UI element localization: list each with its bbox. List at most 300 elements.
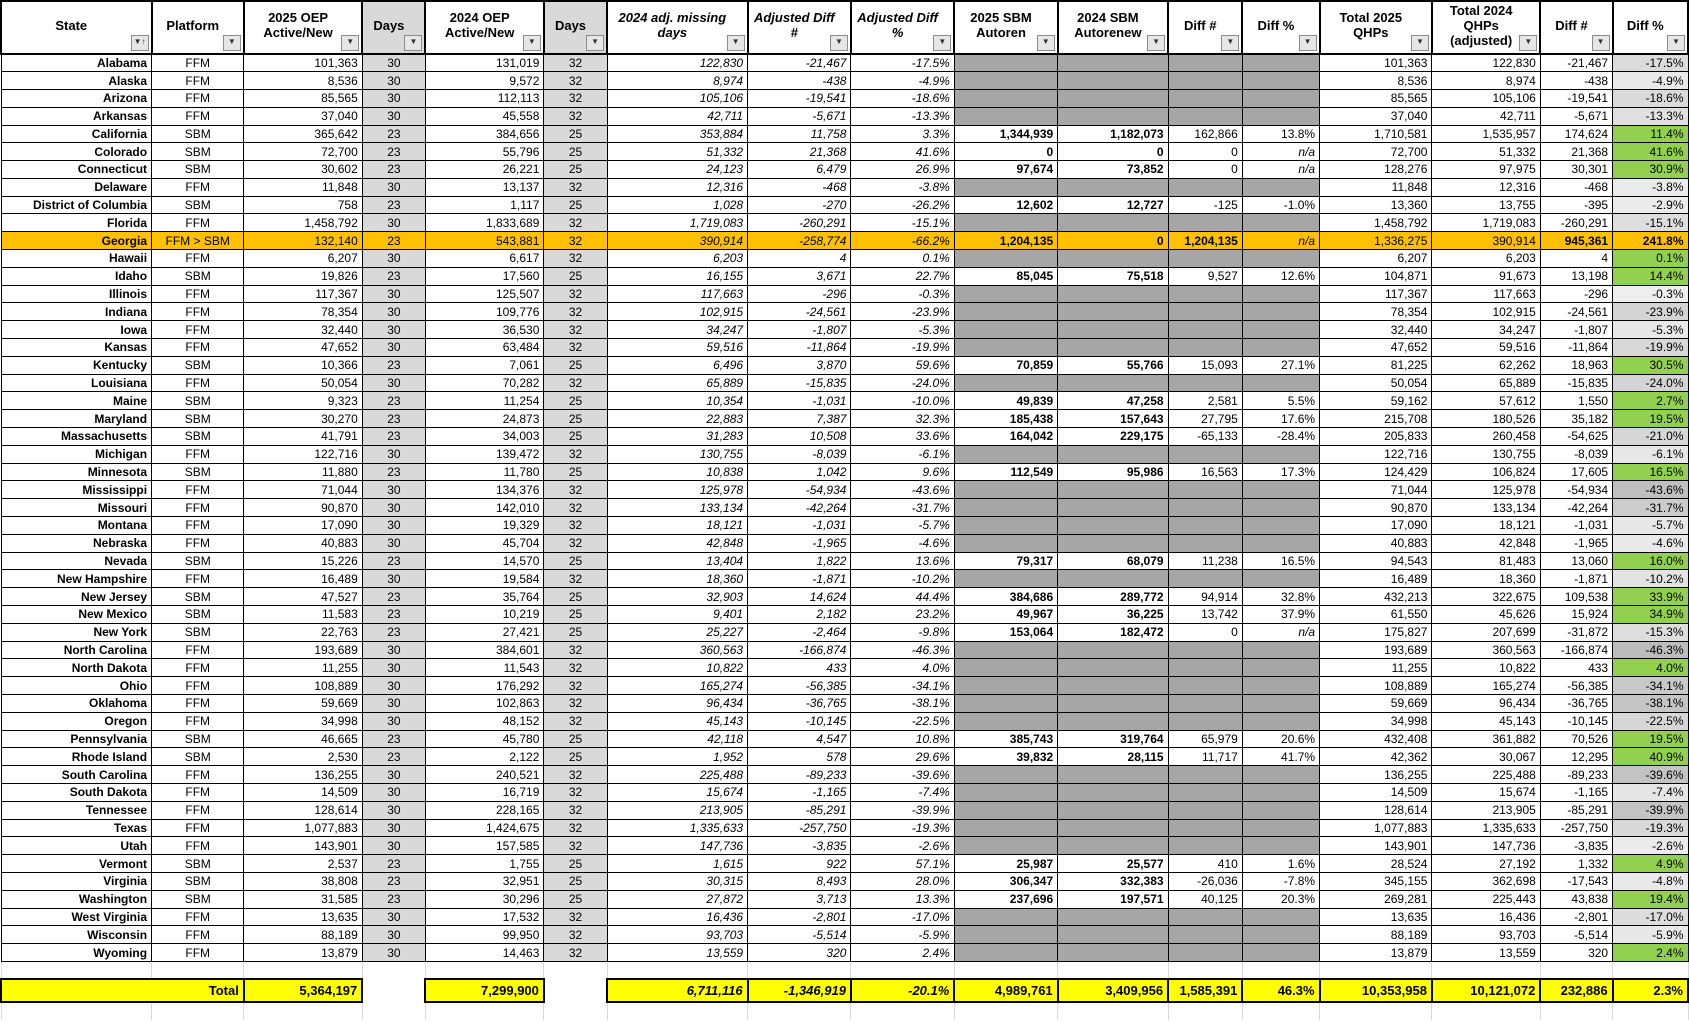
cell-adiff[interactable]: 3,870	[748, 356, 851, 374]
cell-s24[interactable]	[1058, 54, 1168, 72]
cell-d25[interactable]: 23	[362, 161, 425, 179]
cell-state[interactable]: Minnesota	[1, 463, 152, 481]
cell-d25[interactable]: 23	[362, 890, 425, 908]
header-s25[interactable]	[954, 1, 1057, 54]
cell-d24[interactable]: 32	[544, 837, 607, 855]
cell-platform[interactable]: FFM	[152, 801, 244, 819]
cell-t25[interactable]: 122,716	[1320, 445, 1432, 463]
cell-state[interactable]: Indiana	[1, 303, 152, 321]
cell-t25[interactable]: 59,162	[1320, 392, 1432, 410]
cell-oep25[interactable]: 46,665	[244, 730, 362, 748]
cell-d25[interactable]: 23	[362, 748, 425, 766]
cell-adj[interactable]: 133,134	[607, 499, 747, 517]
cell-s25[interactable]: 85,045	[954, 267, 1057, 285]
total-label[interactable]: Total	[1, 979, 244, 1002]
cell-d25[interactable]: 30	[362, 54, 425, 72]
cell-adj[interactable]: 27,872	[607, 890, 747, 908]
cell-tdiff[interactable]: -11,864	[1540, 339, 1612, 357]
filter-icon[interactable]: ▼	[223, 35, 241, 51]
cell-adj[interactable]: 16,155	[607, 267, 747, 285]
cell-adiff[interactable]: -1,871	[748, 570, 851, 588]
cell-s24[interactable]	[1058, 819, 1168, 837]
filter-icon[interactable]: ▼	[523, 35, 541, 51]
cell-adj[interactable]: 31,283	[607, 428, 747, 446]
cell-t25[interactable]: 1,458,792	[1320, 214, 1432, 232]
cell-t24[interactable]: 102,915	[1432, 303, 1540, 321]
cell-t25[interactable]: 32,440	[1320, 321, 1432, 339]
cell-adiff[interactable]: 4	[748, 250, 851, 268]
cell-adpct[interactable]: 41.6%	[851, 143, 954, 161]
cell-platform[interactable]: SBM	[152, 890, 244, 908]
cell-sdpct[interactable]: 17.6%	[1242, 410, 1319, 428]
cell-t24[interactable]: 10,822	[1432, 659, 1540, 677]
cell-adiff[interactable]: -1,031	[748, 392, 851, 410]
cell-tdiff[interactable]: 13,060	[1540, 552, 1612, 570]
cell-oep24[interactable]: 228,165	[425, 801, 543, 819]
cell-adj[interactable]: 6,203	[607, 250, 747, 268]
cell-t24[interactable]: 122,830	[1432, 54, 1540, 72]
cell-tdpct[interactable]: -4.8%	[1613, 872, 1688, 890]
cell-tdiff[interactable]: 43,838	[1540, 890, 1612, 908]
cell-s24[interactable]: 1,182,073	[1058, 125, 1168, 143]
cell-s25[interactable]: 70,859	[954, 356, 1057, 374]
cell-sdiff[interactable]: 0	[1168, 143, 1242, 161]
cell-sdiff[interactable]	[1168, 285, 1242, 303]
header-oep25[interactable]	[244, 1, 362, 54]
cell-adiff[interactable]: 3,713	[748, 890, 851, 908]
cell-adiff[interactable]: -21,467	[748, 54, 851, 72]
cell-s24[interactable]: 28,115	[1058, 748, 1168, 766]
cell-platform[interactable]: FFM	[152, 641, 244, 659]
cell-t24[interactable]: 180,526	[1432, 410, 1540, 428]
cell-sdpct[interactable]	[1242, 54, 1319, 72]
cell-s25[interactable]	[954, 926, 1057, 944]
cell-oep24[interactable]: 11,543	[425, 659, 543, 677]
cell-s24[interactable]	[1058, 321, 1168, 339]
filter-icon[interactable]: ▼	[1221, 35, 1239, 51]
cell-platform[interactable]: SBM	[152, 855, 244, 873]
cell-sdiff[interactable]	[1168, 499, 1242, 517]
total-cell-sdpct[interactable]: 46.3%	[1242, 979, 1319, 1002]
cell-adj[interactable]: 117,663	[607, 285, 747, 303]
cell-adiff[interactable]: 1,822	[748, 552, 851, 570]
cell-adiff[interactable]: -3,835	[748, 837, 851, 855]
cell-sdiff[interactable]	[1168, 107, 1242, 125]
cell-tdpct[interactable]: -43.6%	[1613, 481, 1688, 499]
filter-icon[interactable]: ▼	[727, 35, 745, 51]
cell-oep25[interactable]: 15,226	[244, 552, 362, 570]
cell-t25[interactable]: 78,354	[1320, 303, 1432, 321]
cell-d25[interactable]: 23	[362, 606, 425, 624]
cell-t24[interactable]: 96,434	[1432, 695, 1540, 713]
cell-s24[interactable]	[1058, 783, 1168, 801]
filter-icon[interactable]: ▼	[1519, 35, 1537, 51]
cell-state[interactable]: Arkansas	[1, 107, 152, 125]
cell-state[interactable]: Rhode Island	[1, 748, 152, 766]
cell-d24[interactable]: 32	[544, 534, 607, 552]
cell-platform[interactable]: SBM	[152, 588, 244, 606]
cell-t24[interactable]: 390,914	[1432, 232, 1540, 250]
cell-t24[interactable]: 91,673	[1432, 267, 1540, 285]
cell-oep24[interactable]: 142,010	[425, 499, 543, 517]
cell-tdpct[interactable]: -38.1%	[1613, 695, 1688, 713]
cell-t24[interactable]: 225,443	[1432, 890, 1540, 908]
cell-d24[interactable]: 32	[544, 712, 607, 730]
cell-platform[interactable]: FFM	[152, 499, 244, 517]
cell-oep24[interactable]: 102,863	[425, 695, 543, 713]
cell-oep24[interactable]: 14,570	[425, 552, 543, 570]
cell-d25[interactable]: 30	[362, 89, 425, 107]
cell-adiff[interactable]: 433	[748, 659, 851, 677]
cell-sdpct[interactable]: 12.6%	[1242, 267, 1319, 285]
cell-s24[interactable]	[1058, 178, 1168, 196]
header-t24[interactable]	[1432, 1, 1540, 54]
cell-adpct[interactable]: -26.2%	[851, 196, 954, 214]
cell-adpct[interactable]: -13.3%	[851, 107, 954, 125]
cell-adj[interactable]: 25,227	[607, 623, 747, 641]
cell-sdiff[interactable]: 410	[1168, 855, 1242, 873]
cell-t25[interactable]: 11,848	[1320, 178, 1432, 196]
cell-adiff[interactable]: 578	[748, 748, 851, 766]
cell-oep25[interactable]: 47,527	[244, 588, 362, 606]
cell-d24[interactable]: 25	[544, 356, 607, 374]
cell-d24[interactable]: 32	[544, 89, 607, 107]
cell-t25[interactable]: 72,700	[1320, 143, 1432, 161]
total-cell-t24[interactable]: 10,121,072	[1432, 979, 1540, 1002]
cell-platform[interactable]: FFM	[152, 908, 244, 926]
cell-sdiff[interactable]	[1168, 303, 1242, 321]
cell-oep24[interactable]: 1,117	[425, 196, 543, 214]
cell-t25[interactable]: 1,336,275	[1320, 232, 1432, 250]
cell-adj[interactable]: 1,615	[607, 855, 747, 873]
cell-tdiff[interactable]: 21,368	[1540, 143, 1612, 161]
cell-s25[interactable]: 12,602	[954, 196, 1057, 214]
cell-tdiff[interactable]: 30,301	[1540, 161, 1612, 179]
cell-t25[interactable]: 128,614	[1320, 801, 1432, 819]
cell-d25[interactable]: 23	[362, 552, 425, 570]
cell-d24[interactable]: 32	[544, 285, 607, 303]
cell-s25[interactable]: 112,549	[954, 463, 1057, 481]
cell-sdiff[interactable]	[1168, 250, 1242, 268]
cell-d24[interactable]: 32	[544, 499, 607, 517]
cell-d25[interactable]: 30	[362, 499, 425, 517]
cell-s25[interactable]	[954, 250, 1057, 268]
cell-tdiff[interactable]: -438	[1540, 72, 1612, 90]
cell-state[interactable]: Colorado	[1, 143, 152, 161]
cell-oep25[interactable]: 117,367	[244, 285, 362, 303]
cell-adiff[interactable]: -15,835	[748, 374, 851, 392]
cell-sdiff[interactable]: 11,238	[1168, 552, 1242, 570]
cell-sdiff[interactable]	[1168, 908, 1242, 926]
cell-oep25[interactable]: 38,808	[244, 872, 362, 890]
cell-oep24[interactable]: 131,019	[425, 54, 543, 72]
cell-sdpct[interactable]	[1242, 783, 1319, 801]
cell-tdpct[interactable]: 241.8%	[1613, 232, 1688, 250]
cell-tdpct[interactable]: -3.8%	[1613, 178, 1688, 196]
cell-s25[interactable]	[954, 214, 1057, 232]
header-s24[interactable]	[1058, 1, 1168, 54]
cell-oep25[interactable]: 59,669	[244, 695, 362, 713]
cell-tdpct[interactable]: 40.9%	[1613, 748, 1688, 766]
cell-d24[interactable]: 32	[544, 54, 607, 72]
cell-sdpct[interactable]	[1242, 374, 1319, 392]
cell-sdiff[interactable]	[1168, 534, 1242, 552]
cell-s24[interactable]: 332,383	[1058, 872, 1168, 890]
cell-state[interactable]: South Dakota	[1, 783, 152, 801]
cell-t25[interactable]: 59,669	[1320, 695, 1432, 713]
cell-d25[interactable]: 30	[362, 445, 425, 463]
cell-t25[interactable]: 6,207	[1320, 250, 1432, 268]
header-t25[interactable]	[1320, 1, 1432, 54]
cell-s25[interactable]: 185,438	[954, 410, 1057, 428]
cell-state[interactable]: Wyoming	[1, 944, 152, 962]
cell-adpct[interactable]: 9.6%	[851, 463, 954, 481]
cell-t24[interactable]: 105,106	[1432, 89, 1540, 107]
cell-sdiff[interactable]: 15,093	[1168, 356, 1242, 374]
cell-tdiff[interactable]: -468	[1540, 178, 1612, 196]
cell-sdpct[interactable]: 37.9%	[1242, 606, 1319, 624]
cell-platform[interactable]: SBM	[152, 623, 244, 641]
cell-d24[interactable]: 32	[544, 944, 607, 962]
cell-state[interactable]: Ohio	[1, 677, 152, 695]
cell-adj[interactable]: 360,563	[607, 641, 747, 659]
total-cell-oep24[interactable]: 7,299,900	[425, 979, 543, 1002]
filter-icon[interactable]: ▼	[341, 35, 359, 51]
cell-tdiff[interactable]: -89,233	[1540, 766, 1612, 784]
cell-d25[interactable]: 23	[362, 143, 425, 161]
cell-adpct[interactable]: 22.7%	[851, 267, 954, 285]
cell-d24[interactable]: 25	[544, 410, 607, 428]
cell-t24[interactable]: 45,626	[1432, 606, 1540, 624]
cell-state[interactable]: North Dakota	[1, 659, 152, 677]
cell-adiff[interactable]: -89,233	[748, 766, 851, 784]
cell-tdpct[interactable]: -7.4%	[1613, 783, 1688, 801]
cell-adj[interactable]: 390,914	[607, 232, 747, 250]
cell-sdiff[interactable]: -65,133	[1168, 428, 1242, 446]
cell-sdpct[interactable]: n/a	[1242, 232, 1319, 250]
cell-platform[interactable]: FFM	[152, 214, 244, 232]
cell-adpct[interactable]: 3.3%	[851, 125, 954, 143]
cell-t24[interactable]: 13,755	[1432, 196, 1540, 214]
cell-d24[interactable]: 32	[544, 445, 607, 463]
cell-sdpct[interactable]	[1242, 89, 1319, 107]
cell-platform[interactable]: SBM	[152, 428, 244, 446]
cell-t25[interactable]: 85,565	[1320, 89, 1432, 107]
cell-adpct[interactable]: 23.2%	[851, 606, 954, 624]
cell-oep25[interactable]: 1,077,883	[244, 819, 362, 837]
cell-oep25[interactable]: 32,440	[244, 321, 362, 339]
cell-adpct[interactable]: -19.3%	[851, 819, 954, 837]
cell-state[interactable]: Montana	[1, 517, 152, 535]
cell-oep25[interactable]: 17,090	[244, 517, 362, 535]
cell-oep25[interactable]: 78,354	[244, 303, 362, 321]
total-cell-sdiff[interactable]: 1,585,391	[1168, 979, 1242, 1002]
cell-tdpct[interactable]: -19.9%	[1613, 339, 1688, 357]
cell-d25[interactable]: 30	[362, 926, 425, 944]
cell-oep25[interactable]: 132,140	[244, 232, 362, 250]
cell-oep25[interactable]: 11,583	[244, 606, 362, 624]
cell-s24[interactable]	[1058, 517, 1168, 535]
cell-t24[interactable]: 62,262	[1432, 356, 1540, 374]
cell-sdpct[interactable]: n/a	[1242, 623, 1319, 641]
cell-t24[interactable]: 207,699	[1432, 623, 1540, 641]
header-oep24[interactable]	[425, 1, 543, 54]
cell-s25[interactable]	[954, 285, 1057, 303]
cell-state[interactable]: Utah	[1, 837, 152, 855]
cell-s24[interactable]	[1058, 534, 1168, 552]
cell-sdpct[interactable]	[1242, 303, 1319, 321]
cell-sdiff[interactable]	[1168, 712, 1242, 730]
cell-adj[interactable]: 42,118	[607, 730, 747, 748]
cell-tdiff[interactable]: 12,295	[1540, 748, 1612, 766]
cell-state[interactable]: Louisiana	[1, 374, 152, 392]
cell-oep25[interactable]: 41,791	[244, 428, 362, 446]
cell-tdpct[interactable]: 4.0%	[1613, 659, 1688, 677]
cell-t25[interactable]: 1,710,581	[1320, 125, 1432, 143]
cell-oep24[interactable]: 10,219	[425, 606, 543, 624]
total-cell-tdiff[interactable]: 232,886	[1540, 979, 1612, 1002]
cell-sdpct[interactable]: 5.5%	[1242, 392, 1319, 410]
cell-s24[interactable]: 73,852	[1058, 161, 1168, 179]
cell-adj[interactable]: 13,404	[607, 552, 747, 570]
cell-tdiff[interactable]: 35,182	[1540, 410, 1612, 428]
cell-adj[interactable]: 10,838	[607, 463, 747, 481]
cell-adiff[interactable]: -270	[748, 196, 851, 214]
cell-sdiff[interactable]	[1168, 54, 1242, 72]
cell-d25[interactable]: 30	[362, 303, 425, 321]
cell-t25[interactable]: 40,883	[1320, 534, 1432, 552]
cell-state[interactable]: Texas	[1, 819, 152, 837]
cell-platform[interactable]: FFM	[152, 445, 244, 463]
cell-adpct[interactable]: -39.9%	[851, 801, 954, 819]
cell-adiff[interactable]: -19,541	[748, 89, 851, 107]
cell-sdpct[interactable]: n/a	[1242, 161, 1319, 179]
cell-t25[interactable]: 11,255	[1320, 659, 1432, 677]
cell-platform[interactable]: FFM	[152, 766, 244, 784]
cell-sdiff[interactable]: 9,527	[1168, 267, 1242, 285]
cell-sdiff[interactable]	[1168, 695, 1242, 713]
cell-platform[interactable]: SBM	[152, 356, 244, 374]
cell-sdpct[interactable]	[1242, 517, 1319, 535]
cell-d25[interactable]: 23	[362, 267, 425, 285]
header-state[interactable]	[1, 1, 152, 54]
cell-d24[interactable]: 32	[544, 801, 607, 819]
cell-s25[interactable]	[954, 837, 1057, 855]
cell-oep25[interactable]: 758	[244, 196, 362, 214]
cell-state[interactable]: Pennsylvania	[1, 730, 152, 748]
cell-adj[interactable]: 225,488	[607, 766, 747, 784]
cell-oep25[interactable]: 136,255	[244, 766, 362, 784]
cell-platform[interactable]: FFM	[152, 285, 244, 303]
cell-tdpct[interactable]: -17.0%	[1613, 908, 1688, 926]
cell-state[interactable]: New York	[1, 623, 152, 641]
cell-platform[interactable]: FFM	[152, 677, 244, 695]
cell-platform[interactable]: FFM	[152, 54, 244, 72]
total-cell-oep25[interactable]: 5,364,197	[244, 979, 362, 1002]
cell-sdpct[interactable]: 1.6%	[1242, 855, 1319, 873]
cell-platform[interactable]: FFM	[152, 783, 244, 801]
cell-oep24[interactable]: 11,780	[425, 463, 543, 481]
cell-oep25[interactable]: 90,870	[244, 499, 362, 517]
cell-adj[interactable]: 42,711	[607, 107, 747, 125]
cell-tdpct[interactable]: 0.1%	[1613, 250, 1688, 268]
cell-d24[interactable]: 32	[544, 926, 607, 944]
cell-sdpct[interactable]: 20.3%	[1242, 890, 1319, 908]
cell-d24[interactable]: 25	[544, 606, 607, 624]
cell-oep25[interactable]: 11,880	[244, 463, 362, 481]
cell-tdiff[interactable]: -10,145	[1540, 712, 1612, 730]
cell-d25[interactable]: 23	[362, 463, 425, 481]
cell-adj[interactable]: 125,978	[607, 481, 747, 499]
cell-sdpct[interactable]	[1242, 534, 1319, 552]
cell-t24[interactable]: 213,905	[1432, 801, 1540, 819]
cell-s24[interactable]	[1058, 801, 1168, 819]
cell-s25[interactable]: 49,967	[954, 606, 1057, 624]
cell-oep25[interactable]: 71,044	[244, 481, 362, 499]
cell-oep24[interactable]: 14,463	[425, 944, 543, 962]
cell-tdpct[interactable]: 16.0%	[1613, 552, 1688, 570]
cell-s25[interactable]	[954, 72, 1057, 90]
cell-adiff[interactable]: -54,934	[748, 481, 851, 499]
cell-adpct[interactable]: -19.9%	[851, 339, 954, 357]
cell-adpct[interactable]: 44.4%	[851, 588, 954, 606]
cell-platform[interactable]: FFM	[152, 944, 244, 962]
cell-d24[interactable]: 32	[544, 819, 607, 837]
cell-tdiff[interactable]: -296	[1540, 285, 1612, 303]
cell-adpct[interactable]: -9.8%	[851, 623, 954, 641]
cell-d25[interactable]: 23	[362, 623, 425, 641]
cell-d25[interactable]: 30	[362, 214, 425, 232]
cell-sdiff[interactable]: 40,125	[1168, 890, 1242, 908]
cell-adpct[interactable]: -6.1%	[851, 445, 954, 463]
filter-icon[interactable]: ▼	[1592, 35, 1610, 51]
cell-tdpct[interactable]: -24.0%	[1613, 374, 1688, 392]
cell-state[interactable]: North Carolina	[1, 641, 152, 659]
cell-platform[interactable]: SBM	[152, 872, 244, 890]
cell-state[interactable]: Oregon	[1, 712, 152, 730]
cell-sdpct[interactable]	[1242, 659, 1319, 677]
cell-s25[interactable]	[954, 944, 1057, 962]
cell-t24[interactable]: 165,274	[1432, 677, 1540, 695]
cell-adiff[interactable]: -11,864	[748, 339, 851, 357]
cell-platform[interactable]: FFM	[152, 659, 244, 677]
cell-t25[interactable]: 17,090	[1320, 517, 1432, 535]
cell-platform[interactable]: SBM	[152, 552, 244, 570]
cell-tdpct[interactable]: -5.9%	[1613, 926, 1688, 944]
cell-adiff[interactable]: -5,671	[748, 107, 851, 125]
cell-adj[interactable]: 122,830	[607, 54, 747, 72]
cell-sdiff[interactable]: 2,581	[1168, 392, 1242, 410]
cell-platform[interactable]: FFM	[152, 321, 244, 339]
cell-sdiff[interactable]	[1168, 178, 1242, 196]
cell-sdiff[interactable]	[1168, 570, 1242, 588]
cell-sdpct[interactable]	[1242, 819, 1319, 837]
cell-oep24[interactable]: 384,656	[425, 125, 543, 143]
cell-d25[interactable]: 23	[362, 855, 425, 873]
cell-tdiff[interactable]: -260,291	[1540, 214, 1612, 232]
cell-tdiff[interactable]: 17,605	[1540, 463, 1612, 481]
cell-t24[interactable]: 59,516	[1432, 339, 1540, 357]
cell-d25[interactable]: 30	[362, 570, 425, 588]
cell-s25[interactable]	[954, 499, 1057, 517]
cell-sdiff[interactable]	[1168, 926, 1242, 944]
cell-oep24[interactable]: 7,061	[425, 356, 543, 374]
cell-d25[interactable]: 30	[362, 250, 425, 268]
filter-icon[interactable]: ▼	[1667, 35, 1685, 51]
cell-platform[interactable]: FFM	[152, 178, 244, 196]
cell-t25[interactable]: 175,827	[1320, 623, 1432, 641]
cell-s25[interactable]	[954, 321, 1057, 339]
